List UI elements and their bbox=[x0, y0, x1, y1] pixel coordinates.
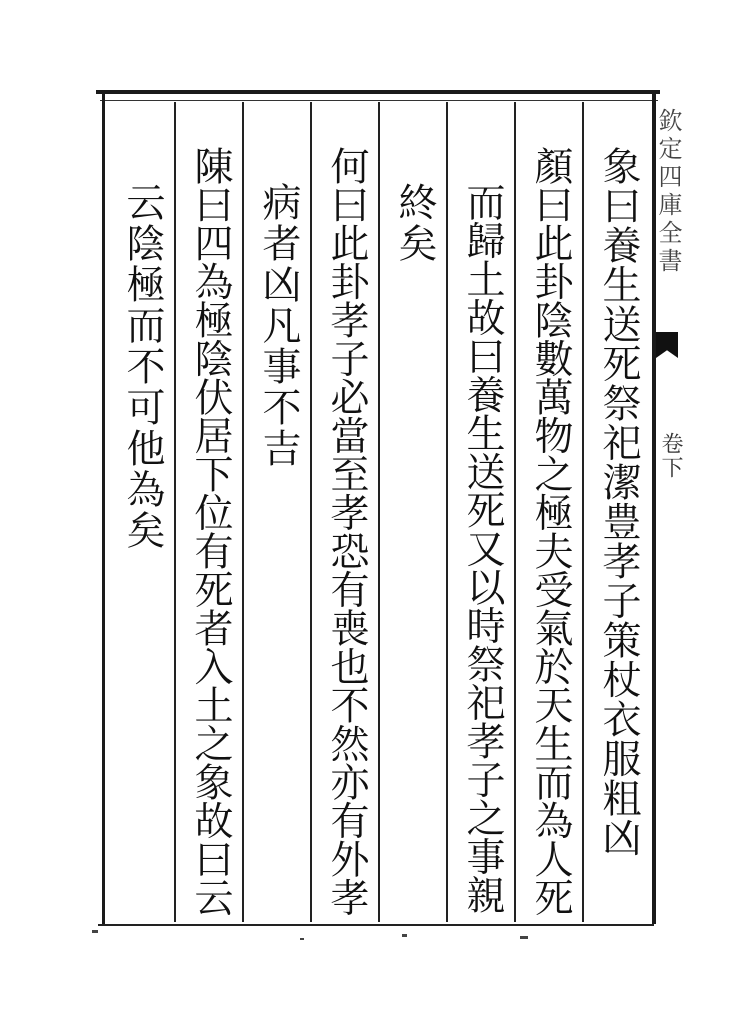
frame-top-border bbox=[96, 90, 660, 94]
frame-bottom-border bbox=[98, 924, 654, 926]
scan-speck bbox=[300, 938, 304, 940]
text-column-7: 陳曰四為極陰伏居下位有死者入土之象故曰云 bbox=[188, 146, 233, 916]
column-rule bbox=[514, 102, 516, 922]
text-column-6: 病者凶凡事不吉 bbox=[256, 182, 301, 469]
column-rule bbox=[378, 102, 380, 922]
fold-margin-title: 欽定四庫全書 bbox=[654, 108, 682, 276]
frame-left-border bbox=[102, 94, 105, 924]
fishtail-mark bbox=[656, 332, 678, 358]
scan-speck bbox=[92, 930, 98, 933]
column-rule bbox=[310, 102, 312, 922]
text-column-5: 何曰此卦孝子必當至孝恐有喪也不然亦有外孝 bbox=[324, 146, 369, 916]
text-column-8: 云陰極而不可他為矣 bbox=[120, 182, 165, 551]
frame-top-inner-line bbox=[100, 100, 658, 101]
column-rule bbox=[242, 102, 244, 922]
scan-speck bbox=[520, 936, 528, 939]
fold-margin-juan: 卷下 bbox=[658, 432, 683, 480]
text-column-3: 而歸土故曰養生送死又以時祭祀孝子之事親 bbox=[460, 182, 505, 914]
text-column-2: 顏曰此卦陰數萬物之極夫受氣於天生而為人死 bbox=[528, 146, 573, 916]
fold-margin bbox=[656, 94, 686, 924]
scan-speck bbox=[402, 934, 407, 937]
column-rule bbox=[174, 102, 176, 922]
column-rule bbox=[582, 102, 584, 922]
column-rule bbox=[446, 102, 448, 922]
text-column-1: 象曰養生送死祭祀潔豊孝子策杖衣服粗凶 bbox=[596, 146, 641, 857]
text-column-4: 終矣 bbox=[392, 182, 437, 264]
